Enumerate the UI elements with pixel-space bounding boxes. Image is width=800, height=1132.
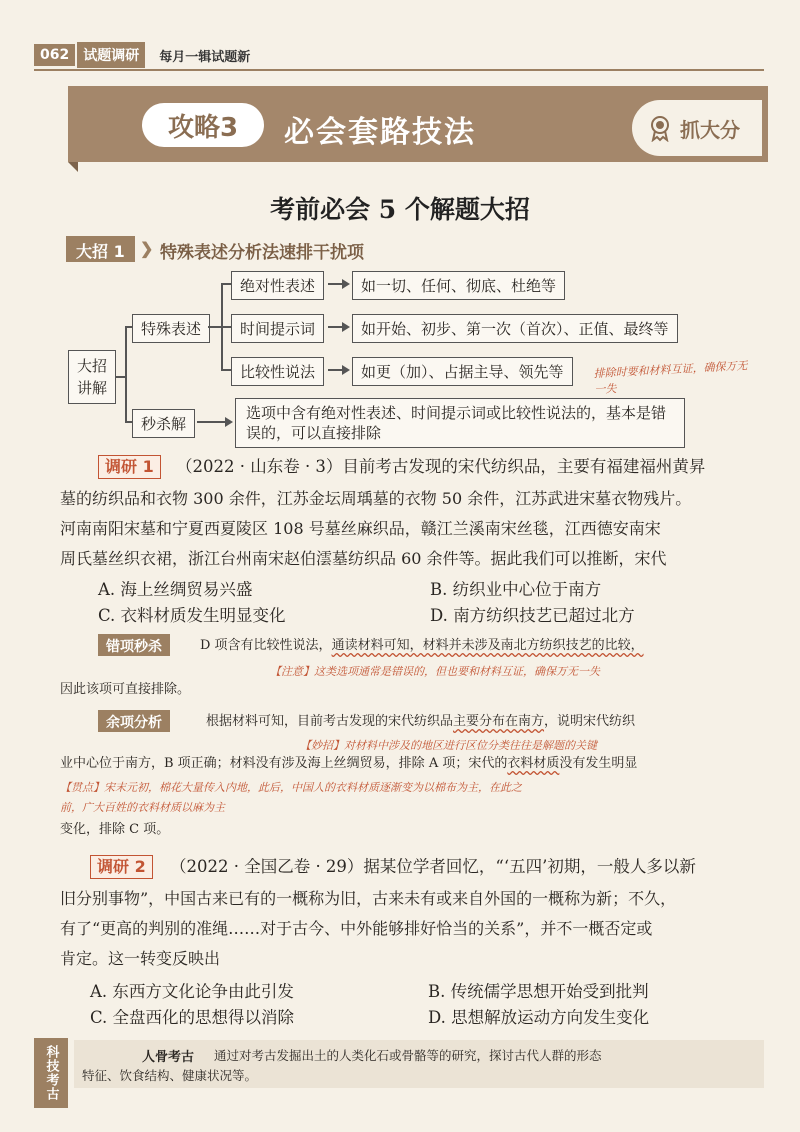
connector (125, 326, 127, 422)
score-label (632, 100, 762, 156)
q2-option-a: A. 东西方文化论争由此引发 (90, 982, 294, 1001)
rest-note-2a: 【贯点】宋末元初，棉花大量传入内地，此后，中国人的衣料材质逐渐变为以棉布为主，在此之 (60, 781, 522, 794)
connector (221, 369, 231, 371)
side-tab: 科技考古 (34, 1038, 68, 1108)
rest-line-2 (60, 754, 637, 774)
trick-tag: 大招 1 (66, 236, 135, 262)
arrow-right-icon (342, 322, 350, 332)
diagram-sub-absolute: 绝对性表述 (231, 271, 324, 300)
q1-line-1 (98, 453, 705, 481)
arrow-line (328, 369, 342, 371)
q2-option-b: B. 传统儒学思想开始受到批判 (428, 982, 649, 1001)
wrong-analysis (200, 636, 644, 656)
q2-label: 调研 2 (90, 855, 153, 879)
banner-title: 必会套路技法 (284, 115, 476, 150)
rest-line-2a: 业中心位于南方，B 项正确；材料没有涉及海上丝绸贸易，排除 A 项；宋代的 (60, 756, 508, 771)
rest-line-2b: 没有发生明显 (559, 756, 638, 771)
connector (125, 326, 132, 328)
footnote-term: 人骨考古 (142, 1050, 195, 1065)
connector (221, 283, 231, 285)
score-label-text: 抓大分 (680, 117, 740, 142)
arrow-right-icon (342, 279, 350, 289)
rest-line-2-wavy: 衣料材质 (507, 756, 560, 771)
section-tag: 试题调研 (77, 42, 145, 68)
q1-option-d: D. 南方纺织技艺已超过北方 (430, 606, 635, 625)
page-number: 062 (34, 44, 75, 66)
connector (125, 421, 132, 423)
q1-stem-3: 周氏墓丝织衣裙，浙江台州南宋赵伯澐墓纺织品 60 余件等。据此我们可以推断，宋代 (60, 549, 667, 568)
q2-line-1 (90, 853, 696, 881)
chevron-right-icon: ❯ (140, 239, 154, 258)
rest-line-3: 变化，排除 C 项。 (60, 822, 170, 837)
rest-line-1a: 根据材料可知，目前考古发现的宋代纺织品 (206, 714, 454, 729)
medal-icon (646, 114, 674, 142)
arrow-line (328, 326, 342, 328)
banner-fold (68, 162, 78, 172)
rest-line-1-wavy: 主要分布在南方 (453, 714, 545, 729)
footnote-desc-2: 特征、饮食结构、健康状况等。 (82, 1068, 258, 1083)
q1-stem-0: （2022 · 山东卷 · 3）目前考古发现的宋代纺织品，主要有福建福州黄昇 (175, 457, 706, 476)
q2-stem-2: 有了“更高的判别的准绳……对于古今、中外能够排好恰当的关系”，并不一概否定或 (60, 919, 653, 938)
strategy-badge: 攻略3 (142, 103, 264, 147)
q2-stem-0: （2022 · 全国乙卷 · 29）据某位学者回忆，“‘五四’初期，一般人多以新 (169, 857, 696, 876)
q1-stem-2: 河南南阳宋墓和宁夏西夏陵区 108 号墓丝麻织品，赣江兰溪南宋丝毯，江西德安南宋 (60, 519, 661, 538)
diagram-root: 大招讲解 (68, 350, 116, 404)
connector (208, 326, 222, 328)
header-divider (34, 69, 764, 71)
diagram-sub-compare: 比较性说法 (231, 357, 324, 386)
q2-option-c: C. 全盘西化的思想得以消除 (90, 1008, 295, 1027)
diagram-kill-text: 选项中含有绝对性表述、时间提示词或比较性说法的，基本是错误的，可以直接排除 (235, 398, 685, 448)
q1-option-a: A. 海上丝绸贸易兴盛 (98, 580, 253, 599)
arrow-line (328, 283, 342, 285)
diagram-branch-kill: 秒杀解 (132, 409, 195, 438)
rest-option-tag: 余项分析 (98, 710, 170, 732)
wrong-text-wavy: 通读材料可知，材料并未涉及南北方纺织技艺的比较， (331, 638, 644, 653)
q2-stem-1: 旧分别事物”，中国古来已有的一概称为旧，古来未有或来自外国的一概称为新；不久， (60, 889, 677, 908)
arrow-line (197, 421, 225, 423)
diagram-detail-compare: 如更（加）、占据主导、领先等 (352, 357, 573, 386)
handwritten-note: 排除时要和材料互证，确保万无一失 (593, 359, 748, 397)
diagram-sub-time: 时间提示词 (231, 314, 324, 343)
page-header (34, 42, 250, 68)
q2-option-d: D. 思想解放运动方向发生变化 (428, 1008, 650, 1027)
rest-note-1: 【妙招】对材料中涉及的地区进行区位分类往往是解题的关键 (300, 739, 597, 752)
footnote-desc-1: 通过对考古发掘出土的人类化石或骨骼等的研究，探讨古代人群的形态 (214, 1048, 602, 1063)
wrong-text-1: D 项含有比较性说法， (200, 638, 332, 653)
header-subtitle: 每月一辑试题新 (159, 49, 251, 65)
q2-stem-3: 肯定。这一转变反映出 (60, 949, 221, 968)
rest-line-1 (206, 712, 635, 732)
diagram-detail-absolute: 如一切、任何、彻底、杜绝等 (352, 271, 565, 300)
arrow-right-icon (342, 365, 350, 375)
rest-line-1b: ，说明宋代纺织 (544, 714, 636, 729)
diagram-detail-time: 如开始、初步、第一次（首次）、正值、最终等 (352, 314, 678, 343)
q1-stem-1: 墓的纺织品和衣物 300 余件，江苏金坛周瑀墓的衣物 50 余件，江苏武进宋墓衣物残片。 (60, 489, 692, 508)
q1-option-b: B. 纺织业中心位于南方 (430, 580, 602, 599)
q1-label: 调研 1 (98, 455, 161, 479)
connector (221, 326, 231, 328)
page-title: 考前必会 5 个解题大招 (270, 195, 530, 224)
wrong-text-2: 因此该项可直接排除。 (60, 682, 191, 697)
arrow-right-icon (225, 417, 233, 427)
q1-option-c: C. 衣料材质发生明显变化 (98, 606, 286, 625)
rest-note-2b: 前，广大百姓的衣料材质以麻为主 (60, 801, 225, 814)
trick-title: 特殊表述分析法速排干扰项 (160, 243, 364, 263)
wrong-note: 【注意】这类选项通常是错误的，但也要和材料互证，确保万无一失 (270, 665, 600, 678)
diagram-branch-special: 特殊表述 (132, 314, 210, 343)
wrong-option-tag: 错项秒杀 (98, 634, 170, 656)
